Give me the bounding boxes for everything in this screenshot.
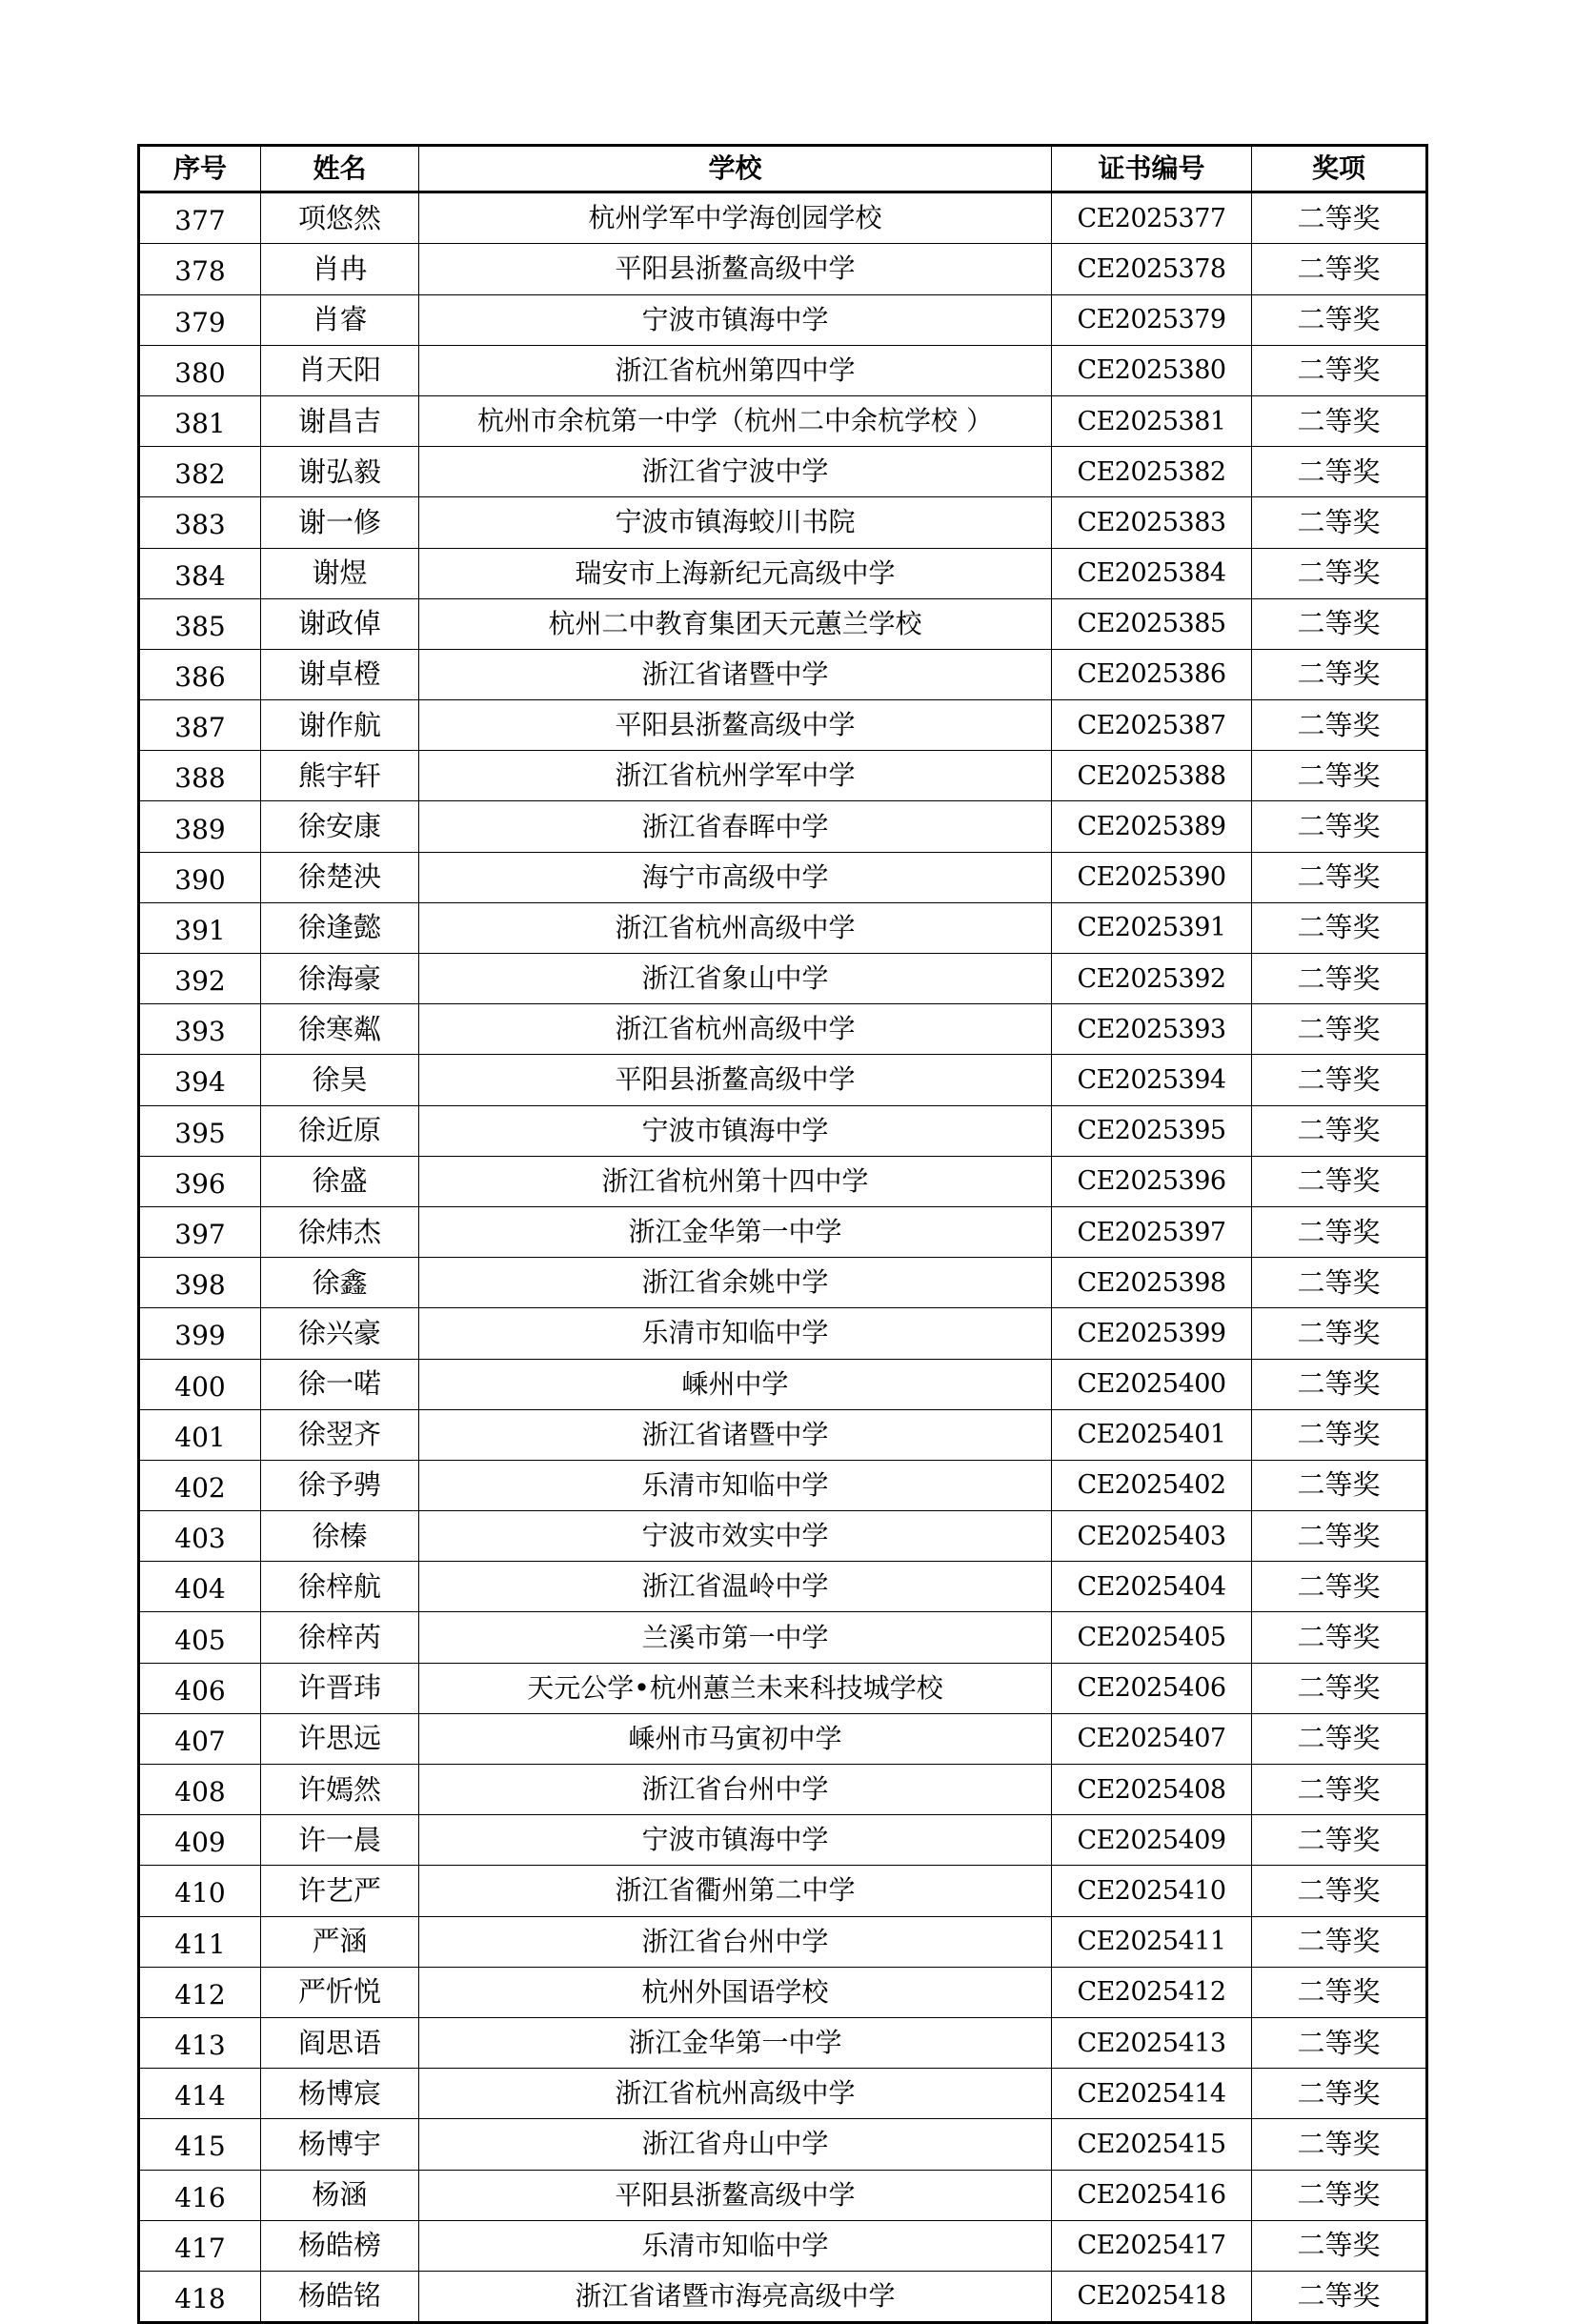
- cell-certificate-number: CE2025398: [1052, 1258, 1252, 1308]
- cell-serial-number: 378: [139, 244, 261, 294]
- table-body: [139, 192, 1427, 2323]
- cell-school: 杭州市余杭第一中学（杭州二中余杭学校 ）: [419, 395, 1052, 446]
- cell-serial-number: 394: [139, 1055, 261, 1105]
- cell-name: 徐安康: [261, 801, 419, 852]
- cell-serial-number: 414: [139, 2069, 261, 2119]
- table-row: [139, 548, 1427, 598]
- table-row: [139, 700, 1427, 751]
- cell-award: 二等奖: [1252, 395, 1427, 446]
- cell-school: 浙江省诸暨中学: [419, 1409, 1052, 1460]
- cell-school: 嵊州市马寅初中学: [419, 1713, 1052, 1764]
- cell-award: 二等奖: [1252, 649, 1427, 699]
- cell-name: 徐予骋: [261, 1460, 419, 1510]
- cell-serial-number: 407: [139, 1713, 261, 1764]
- cell-serial-number: 417: [139, 2220, 261, 2271]
- award-table: [137, 144, 1428, 2324]
- cell-certificate-number: CE2025415: [1052, 2119, 1252, 2170]
- cell-certificate-number: CE2025396: [1052, 1156, 1252, 1206]
- table-row: [139, 1967, 1427, 2017]
- cell-award: 二等奖: [1252, 1055, 1427, 1105]
- header-school: 学校: [419, 146, 1052, 192]
- table-row: [139, 2017, 1427, 2068]
- header-certificate-number: 证书编号: [1052, 146, 1252, 192]
- table-row: [139, 497, 1427, 548]
- table-row: [139, 852, 1427, 902]
- cell-school: 平阳县浙鳌高级中学: [419, 700, 1052, 751]
- cell-certificate-number: CE2025392: [1052, 954, 1252, 1004]
- table-row: [139, 1055, 1427, 1105]
- cell-school: 浙江省台州中学: [419, 1765, 1052, 1815]
- cell-award: 二等奖: [1252, 700, 1427, 751]
- cell-name: 徐逢懿: [261, 902, 419, 953]
- cell-serial-number: 397: [139, 1206, 261, 1257]
- table-row: [139, 1105, 1427, 1156]
- cell-serial-number: 382: [139, 447, 261, 497]
- cell-name: 熊宇轩: [261, 751, 419, 801]
- table-row: [139, 395, 1427, 446]
- cell-name: 许一晨: [261, 1815, 419, 1866]
- cell-school: 浙江金华第一中学: [419, 1206, 1052, 1257]
- table-row: [139, 1765, 1427, 1815]
- cell-name: 肖冉: [261, 244, 419, 294]
- cell-certificate-number: CE2025384: [1052, 548, 1252, 598]
- table-row: [139, 447, 1427, 497]
- cell-certificate-number: CE2025393: [1052, 1004, 1252, 1055]
- cell-certificate-number: CE2025413: [1052, 2017, 1252, 2068]
- cell-certificate-number: CE2025391: [1052, 902, 1252, 953]
- cell-certificate-number: CE2025379: [1052, 294, 1252, 345]
- table-row: [139, 1866, 1427, 1916]
- cell-award: 二等奖: [1252, 345, 1427, 395]
- header-name: 姓名: [261, 146, 419, 192]
- cell-name: 严涵: [261, 1916, 419, 1967]
- cell-school: 浙江省诸暨中学: [419, 649, 1052, 699]
- cell-school: 浙江省杭州学军中学: [419, 751, 1052, 801]
- cell-serial-number: 413: [139, 2017, 261, 2068]
- cell-award: 二等奖: [1252, 902, 1427, 953]
- cell-award: 二等奖: [1252, 1258, 1427, 1308]
- cell-certificate-number: CE2025397: [1052, 1206, 1252, 1257]
- cell-serial-number: 402: [139, 1460, 261, 1510]
- cell-award: 二等奖: [1252, 2220, 1427, 2271]
- cell-name: 徐昊: [261, 1055, 419, 1105]
- cell-name: 徐翌齐: [261, 1409, 419, 1460]
- cell-serial-number: 388: [139, 751, 261, 801]
- cell-school: 乐清市知临中学: [419, 1460, 1052, 1510]
- table-row: [139, 1612, 1427, 1663]
- cell-serial-number: 410: [139, 1866, 261, 1916]
- cell-serial-number: 404: [139, 1562, 261, 1612]
- cell-certificate-number: CE2025395: [1052, 1105, 1252, 1156]
- cell-serial-number: 389: [139, 801, 261, 852]
- cell-serial-number: 392: [139, 954, 261, 1004]
- cell-award: 二等奖: [1252, 1511, 1427, 1562]
- header-award: 奖项: [1252, 146, 1427, 192]
- cell-school: 宁波市镇海中学: [419, 1815, 1052, 1866]
- table-row: [139, 1460, 1427, 1510]
- cell-name: 徐兴豪: [261, 1308, 419, 1359]
- cell-name: 许艺严: [261, 1866, 419, 1916]
- cell-certificate-number: CE2025406: [1052, 1663, 1252, 1713]
- cell-award: 二等奖: [1252, 1308, 1427, 1359]
- cell-school: 乐清市知临中学: [419, 2220, 1052, 2271]
- cell-serial-number: 383: [139, 497, 261, 548]
- cell-name: 徐海豪: [261, 954, 419, 1004]
- cell-certificate-number: CE2025404: [1052, 1562, 1252, 1612]
- cell-award: 二等奖: [1252, 244, 1427, 294]
- table-row: [139, 1916, 1427, 1967]
- cell-certificate-number: CE2025400: [1052, 1359, 1252, 1409]
- cell-school: 浙江省温岭中学: [419, 1562, 1052, 1612]
- cell-name: 徐近原: [261, 1105, 419, 1156]
- cell-certificate-number: CE2025380: [1052, 345, 1252, 395]
- table-row: [139, 1511, 1427, 1562]
- cell-certificate-number: CE2025407: [1052, 1713, 1252, 1764]
- cell-award: 二等奖: [1252, 2017, 1427, 2068]
- cell-school: 浙江省诸暨市海亮高级中学: [419, 2271, 1052, 2322]
- cell-award: 二等奖: [1252, 447, 1427, 497]
- cell-name: 徐梓航: [261, 1562, 419, 1612]
- cell-serial-number: 396: [139, 1156, 261, 1206]
- cell-serial-number: 409: [139, 1815, 261, 1866]
- cell-name: 项悠然: [261, 192, 419, 244]
- cell-serial-number: 387: [139, 700, 261, 751]
- cell-school: 嵊州中学: [419, 1359, 1052, 1409]
- cell-award: 二等奖: [1252, 2119, 1427, 2170]
- cell-name: 徐寒粼: [261, 1004, 419, 1055]
- cell-school: 宁波市效实中学: [419, 1511, 1052, 1562]
- cell-award: 二等奖: [1252, 1460, 1427, 1510]
- cell-certificate-number: CE2025402: [1052, 1460, 1252, 1510]
- cell-school: 杭州二中教育集团天元蕙兰学校: [419, 598, 1052, 649]
- cell-serial-number: 401: [139, 1409, 261, 1460]
- cell-name: 许晋玮: [261, 1663, 419, 1713]
- cell-name: 谢卓橙: [261, 649, 419, 699]
- cell-serial-number: 415: [139, 2119, 261, 2170]
- cell-name: 谢煜: [261, 548, 419, 598]
- cell-name: 肖天阳: [261, 345, 419, 395]
- cell-serial-number: 384: [139, 548, 261, 598]
- cell-name: 徐楚泱: [261, 852, 419, 902]
- cell-certificate-number: CE2025409: [1052, 1815, 1252, 1866]
- cell-school: 宁波市镇海中学: [419, 294, 1052, 345]
- cell-serial-number: 406: [139, 1663, 261, 1713]
- table-row: [139, 2069, 1427, 2119]
- cell-school: 浙江省衢州第二中学: [419, 1866, 1052, 1916]
- cell-school: 浙江省杭州第四中学: [419, 345, 1052, 395]
- cell-school: 浙江省杭州高级中学: [419, 902, 1052, 953]
- cell-certificate-number: CE2025377: [1052, 192, 1252, 244]
- table-row: [139, 1206, 1427, 1257]
- cell-school: 杭州外国语学校: [419, 1967, 1052, 2017]
- cell-serial-number: 405: [139, 1612, 261, 1663]
- table-row: [139, 192, 1427, 244]
- cell-serial-number: 377: [139, 192, 261, 244]
- cell-name: 严忻悦: [261, 1967, 419, 2017]
- cell-award: 二等奖: [1252, 852, 1427, 902]
- table-row: [139, 244, 1427, 294]
- cell-award: 二等奖: [1252, 751, 1427, 801]
- cell-school: 杭州学军中学海创园学校: [419, 192, 1052, 244]
- cell-award: 二等奖: [1252, 1156, 1427, 1206]
- cell-serial-number: 380: [139, 345, 261, 395]
- cell-certificate-number: CE2025417: [1052, 2220, 1252, 2271]
- cell-school: 乐清市知临中学: [419, 1308, 1052, 1359]
- table-header: [139, 146, 1427, 192]
- cell-certificate-number: CE2025383: [1052, 497, 1252, 548]
- cell-certificate-number: CE2025416: [1052, 2170, 1252, 2220]
- cell-certificate-number: CE2025387: [1052, 700, 1252, 751]
- table-row: [139, 2220, 1427, 2271]
- cell-award: 二等奖: [1252, 1562, 1427, 1612]
- cell-certificate-number: CE2025388: [1052, 751, 1252, 801]
- cell-name: 杨博宇: [261, 2119, 419, 2170]
- table-row: [139, 751, 1427, 801]
- cell-serial-number: 386: [139, 649, 261, 699]
- table-row: [139, 598, 1427, 649]
- cell-certificate-number: CE2025403: [1052, 1511, 1252, 1562]
- table-row: [139, 2271, 1427, 2322]
- cell-certificate-number: CE2025390: [1052, 852, 1252, 902]
- cell-serial-number: 412: [139, 1967, 261, 2017]
- cell-serial-number: 379: [139, 294, 261, 345]
- table-row: [139, 294, 1427, 345]
- cell-award: 二等奖: [1252, 1713, 1427, 1764]
- cell-name: 徐一喏: [261, 1359, 419, 1409]
- cell-award: 二等奖: [1252, 2170, 1427, 2220]
- cell-certificate-number: CE2025381: [1052, 395, 1252, 446]
- cell-award: 二等奖: [1252, 1866, 1427, 1916]
- cell-certificate-number: CE2025389: [1052, 801, 1252, 852]
- cell-school: 海宁市高级中学: [419, 852, 1052, 902]
- cell-serial-number: 403: [139, 1511, 261, 1562]
- table-row: [139, 1156, 1427, 1206]
- cell-name: 谢一修: [261, 497, 419, 548]
- cell-serial-number: 381: [139, 395, 261, 446]
- cell-award: 二等奖: [1252, 2271, 1427, 2322]
- cell-name: 徐盛: [261, 1156, 419, 1206]
- cell-award: 二等奖: [1252, 1765, 1427, 1815]
- table-row: [139, 1004, 1427, 1055]
- cell-award: 二等奖: [1252, 954, 1427, 1004]
- cell-certificate-number: CE2025418: [1052, 2271, 1252, 2322]
- cell-certificate-number: CE2025399: [1052, 1308, 1252, 1359]
- cell-name: 肖睿: [261, 294, 419, 345]
- cell-serial-number: 411: [139, 1916, 261, 1967]
- table-row: [139, 954, 1427, 1004]
- table-row: [139, 2119, 1427, 2170]
- cell-name: 徐炜杰: [261, 1206, 419, 1257]
- cell-certificate-number: CE2025378: [1052, 244, 1252, 294]
- cell-school: 浙江省杭州第十四中学: [419, 1156, 1052, 1206]
- cell-award: 二等奖: [1252, 294, 1427, 345]
- cell-award: 二等奖: [1252, 1815, 1427, 1866]
- cell-certificate-number: CE2025412: [1052, 1967, 1252, 2017]
- cell-award: 二等奖: [1252, 801, 1427, 852]
- cell-name: 徐鑫: [261, 1258, 419, 1308]
- cell-serial-number: 418: [139, 2271, 261, 2322]
- cell-school: 天元公学•杭州蕙兰未来科技城学校: [419, 1663, 1052, 1713]
- cell-name: 许嫣然: [261, 1765, 419, 1815]
- cell-award: 二等奖: [1252, 2069, 1427, 2119]
- cell-name: 徐梓芮: [261, 1612, 419, 1663]
- cell-certificate-number: CE2025405: [1052, 1612, 1252, 1663]
- cell-name: 杨皓榜: [261, 2220, 419, 2271]
- cell-name: 谢弘毅: [261, 447, 419, 497]
- table-row: [139, 902, 1427, 953]
- table-row: [139, 2170, 1427, 2220]
- cell-certificate-number: CE2025410: [1052, 1866, 1252, 1916]
- table-row: [139, 649, 1427, 699]
- table-row: [139, 801, 1427, 852]
- cell-school: 宁波市镇海中学: [419, 1105, 1052, 1156]
- header-row: [139, 146, 1427, 192]
- cell-award: 二等奖: [1252, 497, 1427, 548]
- cell-name: 杨皓铭: [261, 2271, 419, 2322]
- cell-award: 二等奖: [1252, 1916, 1427, 1967]
- table-row: [139, 1815, 1427, 1866]
- cell-serial-number: 393: [139, 1004, 261, 1055]
- table-row: [139, 1308, 1427, 1359]
- cell-certificate-number: CE2025385: [1052, 598, 1252, 649]
- cell-certificate-number: CE2025411: [1052, 1916, 1252, 1967]
- cell-certificate-number: CE2025394: [1052, 1055, 1252, 1105]
- cell-school: 平阳县浙鳌高级中学: [419, 2170, 1052, 2220]
- cell-school: 浙江省舟山中学: [419, 2119, 1052, 2170]
- cell-award: 二等奖: [1252, 1612, 1427, 1663]
- cell-school: 浙江省象山中学: [419, 954, 1052, 1004]
- table-row: [139, 1713, 1427, 1764]
- cell-serial-number: 408: [139, 1765, 261, 1815]
- cell-school: 兰溪市第一中学: [419, 1612, 1052, 1663]
- cell-name: 杨涵: [261, 2170, 419, 2220]
- cell-name: 谢作航: [261, 700, 419, 751]
- cell-award: 二等奖: [1252, 598, 1427, 649]
- table-row: [139, 1359, 1427, 1409]
- cell-serial-number: 398: [139, 1258, 261, 1308]
- cell-serial-number: 399: [139, 1308, 261, 1359]
- header-serial-number: 序号: [139, 146, 261, 192]
- cell-award: 二等奖: [1252, 1206, 1427, 1257]
- cell-certificate-number: CE2025401: [1052, 1409, 1252, 1460]
- table-row: [139, 1562, 1427, 1612]
- cell-award: 二等奖: [1252, 1105, 1427, 1156]
- cell-name: 许思远: [261, 1713, 419, 1764]
- cell-award: 二等奖: [1252, 1663, 1427, 1713]
- cell-award: 二等奖: [1252, 192, 1427, 244]
- cell-school: 浙江省杭州高级中学: [419, 2069, 1052, 2119]
- cell-serial-number: 385: [139, 598, 261, 649]
- cell-school: 浙江省宁波中学: [419, 447, 1052, 497]
- cell-school: 浙江省春晖中学: [419, 801, 1052, 852]
- cell-certificate-number: CE2025408: [1052, 1765, 1252, 1815]
- cell-school: 浙江省余姚中学: [419, 1258, 1052, 1308]
- cell-serial-number: 400: [139, 1359, 261, 1409]
- cell-school: 浙江省杭州高级中学: [419, 1004, 1052, 1055]
- cell-school: 瑞安市上海新纪元高级中学: [419, 548, 1052, 598]
- table-row: [139, 345, 1427, 395]
- cell-name: 阎思语: [261, 2017, 419, 2068]
- cell-name: 杨博宸: [261, 2069, 419, 2119]
- cell-school: 平阳县浙鳌高级中学: [419, 1055, 1052, 1105]
- cell-name: 谢政倬: [261, 598, 419, 649]
- table-row: [139, 1663, 1427, 1713]
- cell-school: 浙江金华第一中学: [419, 2017, 1052, 2068]
- cell-name: 谢昌吉: [261, 395, 419, 446]
- cell-serial-number: 416: [139, 2170, 261, 2220]
- cell-certificate-number: CE2025382: [1052, 447, 1252, 497]
- cell-award: 二等奖: [1252, 548, 1427, 598]
- table-row: [139, 1258, 1427, 1308]
- cell-award: 二等奖: [1252, 1409, 1427, 1460]
- cell-serial-number: 391: [139, 902, 261, 953]
- cell-school: 宁波市镇海蛟川书院: [419, 497, 1052, 548]
- cell-school: 浙江省台州中学: [419, 1916, 1052, 1967]
- table-row: [139, 1409, 1427, 1460]
- cell-certificate-number: CE2025386: [1052, 649, 1252, 699]
- cell-serial-number: 390: [139, 852, 261, 902]
- cell-name: 徐榛: [261, 1511, 419, 1562]
- cell-certificate-number: CE2025414: [1052, 2069, 1252, 2119]
- cell-award: 二等奖: [1252, 1967, 1427, 2017]
- cell-serial-number: 395: [139, 1105, 261, 1156]
- cell-award: 二等奖: [1252, 1359, 1427, 1409]
- cell-school: 平阳县浙鳌高级中学: [419, 244, 1052, 294]
- cell-award: 二等奖: [1252, 1004, 1427, 1055]
